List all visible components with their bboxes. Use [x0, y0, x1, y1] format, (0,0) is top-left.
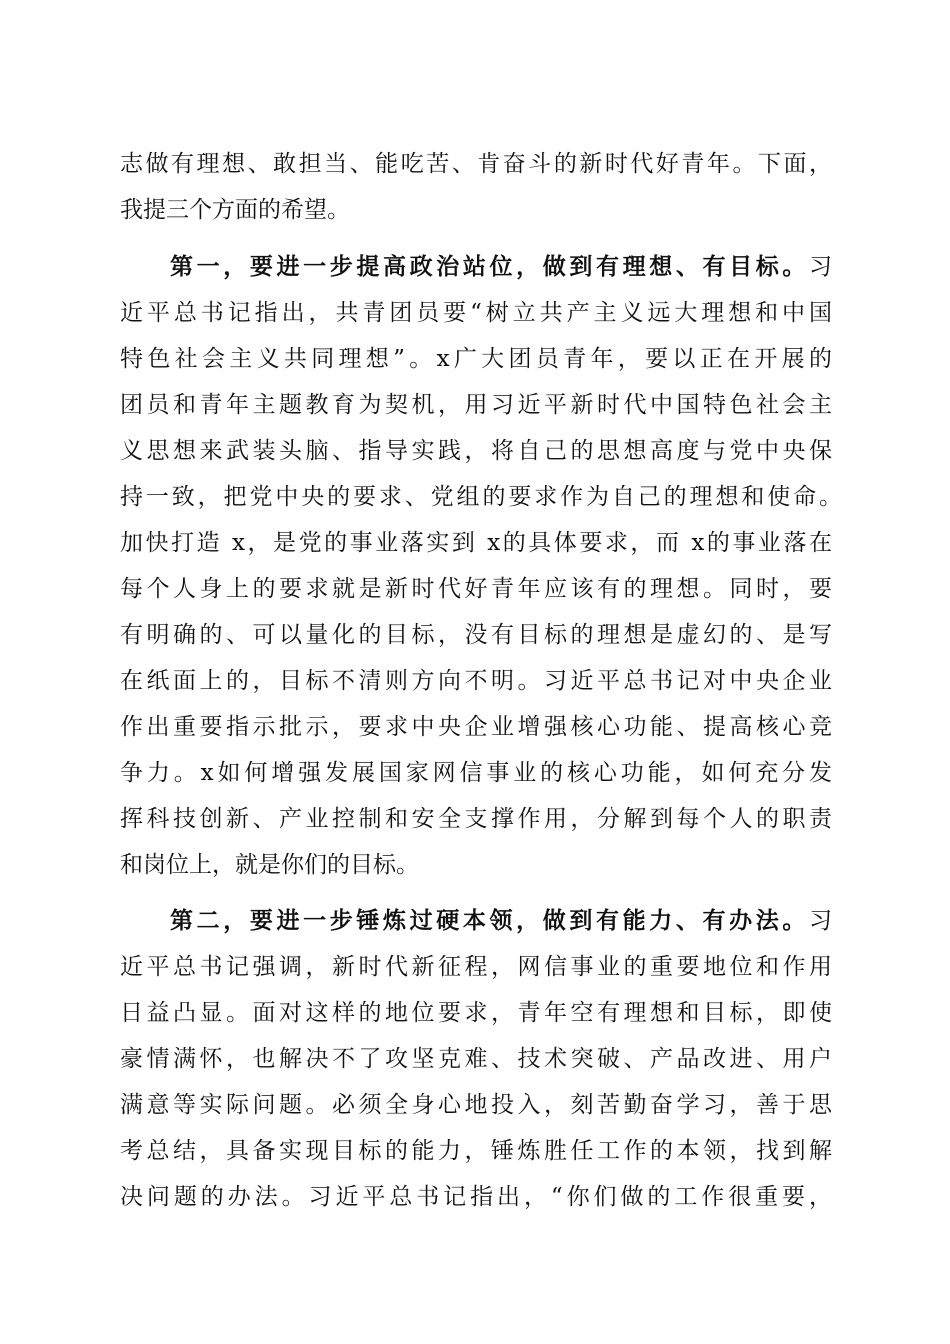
section1-line-1: 近平总书记指出，共青团员要“树立共产主义远大理想和中国 [120, 300, 832, 326]
section1-line-3: 团员和青年主题教育为契机，用习近平新时代中国特色社会主 [120, 392, 832, 418]
section1-line-11: 争力。x如何增强发展国家网信事业的核心功能，如何充分发 [120, 760, 832, 786]
intro-line-1: 志做有理想、敢担当、能吃苦、肯奋斗的新时代好青年。下面， [120, 151, 832, 177]
section1-line-4: 义思想来武装头脑、指导实践，将自己的思想高度与党中央保 [120, 438, 832, 464]
section1-heading: 第一，要进一步提高政治站位，做到有理想、有目标。 [170, 253, 809, 280]
section1-line-12: 挥科技创新、产业控制和安全支撑作用，分解到每个人的职责 [120, 806, 832, 832]
section2-line-5: 考总结，具备实现目标的能力，锤炼胜任工作的本领，找到解 [120, 1138, 832, 1164]
section1-line-7: 每个人身上的要求就是新时代好青年应该有的理想。同时，要 [120, 576, 832, 602]
section1-line-8: 有明确的、可以量化的目标，没有目标的理想是虚幻的、是写 [120, 622, 832, 648]
section2-line-4: 满意等实际问题。必须全身心地投入，刻苦勤奋学习，善于思 [120, 1092, 832, 1118]
intro-line-2: 我提三个方面的希望。 [120, 197, 350, 223]
section1-line-13: 和岗位上，就是你们的目标。 [120, 852, 419, 878]
section2-first-line [170, 898, 832, 944]
section2-line-3: 豪情满怀，也解决不了攻坚克难、技术突破、产品改进、用户 [120, 1046, 832, 1072]
section1-line-2: 特色社会主义共同理想”。x广大团员青年，要以正在开展的 [120, 346, 832, 372]
section1-line-5: 持一致，把党中央的要求、党组的要求作为自己的理想和使命。 [120, 484, 842, 510]
section1-line-6: 加快打造 x，是党的事业落实到 x的具体要求，而 x的事业落在 [120, 530, 832, 556]
section2-line-1: 近平总书记强调，新时代新征程，网信事业的重要地位和作用 [120, 954, 832, 980]
section1-heading-tail: 习 [809, 254, 832, 280]
section2-heading-tail: 习 [809, 908, 832, 934]
section1-line-9: 在纸面上的，目标不清则方向不明。习近平总书记对中央企业 [120, 668, 832, 694]
section1-first-line [170, 244, 832, 290]
section1-line-10: 作出重要指示批示，要求中央企业增强核心功能、提高核心竞 [120, 714, 832, 740]
section2-line-6: 决问题的办法。习近平总书记指出，“你们做的工作很重要， [120, 1184, 832, 1210]
section2-heading: 第二，要进一步锤炼过硬本领，做到有能力、有办法。 [170, 907, 809, 934]
section2-line-2: 日益凸显。面对这样的地位要求，青年空有理想和目标，即使 [120, 1000, 832, 1026]
